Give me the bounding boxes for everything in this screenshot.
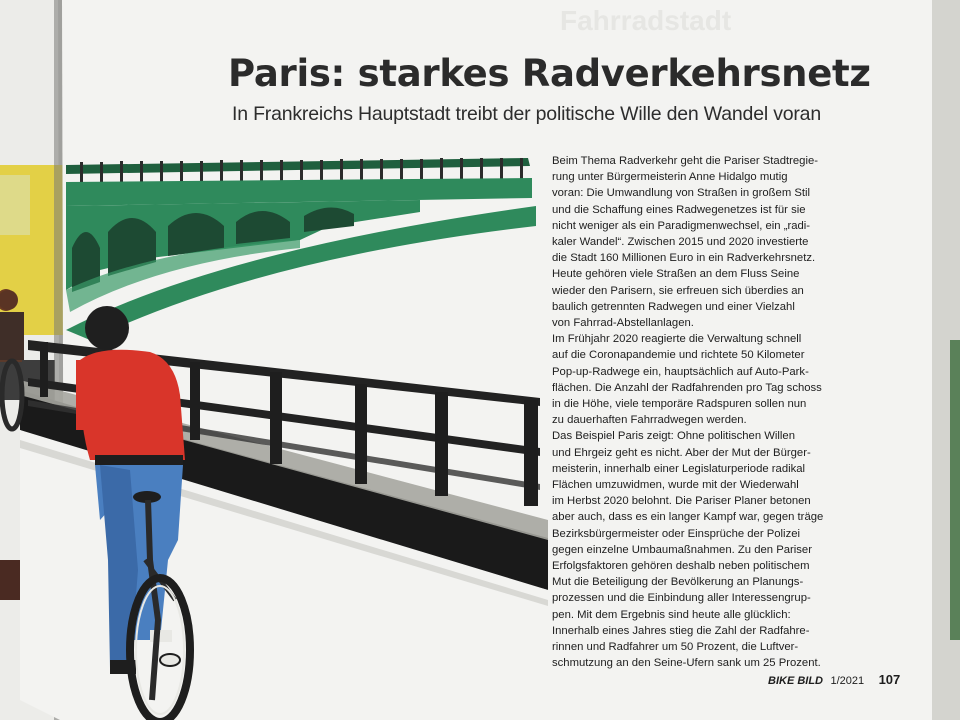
body-line: und die Schaffung eines Radwegenetzes ist für sie — [552, 203, 806, 216]
body-line: von Fahrrad-Abstellanlagen. — [552, 317, 694, 330]
body-line: rung unter Bürgermeisterin Anne Hidalgo mutig — [552, 171, 788, 184]
body-line: nicht weniger als ein Paradigmenwechsel, ein „radi- — [552, 219, 811, 232]
body-line: Das Beispiel Paris zeigt: Ohne politischen Willen — [552, 430, 795, 443]
body-line: Erfolgsfaktoren gehören deshalb neben politischem — [552, 560, 810, 573]
page-number: 107 — [878, 672, 901, 687]
body-line: prozessen und die Einbindung aller Interessengrup- — [552, 592, 811, 605]
body-line: Pop-up-Radwege ein, hauptsächlich auf Auto-Park- — [552, 365, 809, 378]
body-line: baulich getrennten Radwegen und einer Vielzahl — [552, 300, 795, 313]
svg-text:Fahrradstadt: Fahrradstadt — [560, 5, 732, 36]
body-line: die Stadt 160 Millionen Euro in ein Radverkehrsnetz. — [552, 252, 816, 265]
body-line: Mut die Beteiligung der Bevölkerung an Planungs- — [552, 576, 804, 589]
page-footer — [768, 671, 900, 689]
body-line: aber auch, dass es ein langer Kampf war, gegen träge — [552, 511, 824, 524]
body-line: wieder den Parisern, sie erfreuen sich überdies an — [552, 284, 804, 297]
body-line: in die Höhe, viele temporäre Radspuren sollen nun — [552, 398, 807, 411]
article-headline: Paris: starkes Radverkehrsnetz — [228, 52, 871, 95]
article-body — [552, 153, 848, 672]
body-line: im Herbst 2020 belohnt. Die Pariser Planer betonen — [552, 495, 811, 508]
body-line: Im Frühjahr 2020 reagierte die Verwaltung schnell — [552, 333, 802, 346]
body-line: meisterin, innerhalb einer Legislaturperiode radikal — [552, 462, 806, 475]
article-subheadline: In Frankreichs Hauptstadt treibt der politische Wille den Wandel voran — [232, 103, 821, 125]
magazine-name: BIKE BILD — [768, 675, 823, 687]
body-line: und Ehrgeiz geht es nicht. Aber der Mut der Bürger- — [552, 446, 811, 459]
issue-number: 1/2021 — [830, 675, 865, 687]
body-line: Flächen umzuwidmen, wurde mit der Wiederwahl — [552, 479, 799, 492]
body-line: schmutzung an den Seine-Ufern sank um 25 Prozent. — [552, 657, 821, 670]
body-line: gegen einzelne Umbaumaßnahmen. Zu den Pariser — [552, 543, 812, 556]
body-line: rinnen und Radfahrer um 50 Prozent, die Luftver- — [552, 641, 799, 654]
body-line: Innerhalb eines Jahres stieg die Zahl der Radfahre- — [552, 624, 810, 637]
body-line: zu dauerhaften Fahrradwegen werden. — [552, 414, 747, 427]
body-line: flächen. Die Anzahl der Radfahrenden pro Tag schoss — [552, 381, 822, 394]
body-line: pen. Mit dem Ergebnis sind heute alle glücklich: — [552, 608, 791, 621]
body-line: voran: Die Umwandlung von Straßen in großem Stil — [552, 187, 811, 200]
body-line: kaler Wandel“. Zwischen 2015 und 2020 investierte — [552, 236, 809, 249]
body-line: auf die Coronapandemie und richtete 50 Kilometer — [552, 349, 805, 362]
body-line: Bezirksbürgermeister oder Einsprüche der Polizei — [552, 527, 801, 540]
body-line: Heute gehören viele Straßen an dem Fluss Seine — [552, 268, 800, 281]
body-line: Beim Thema Radverkehr geht die Pariser Stadtregie- — [552, 155, 819, 167]
